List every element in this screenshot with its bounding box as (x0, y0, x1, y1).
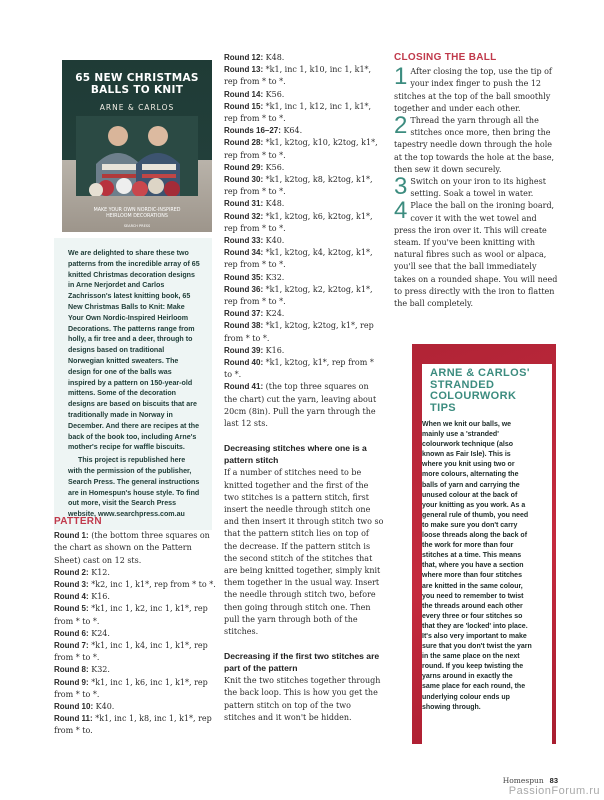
round-row (224, 247, 384, 271)
round-label: Round 6: (54, 628, 89, 638)
book-title-line-2: BALLS TO KNIT (90, 84, 184, 96)
intro-box (54, 238, 212, 530)
round-label: Round 39: (224, 345, 264, 355)
step-text: After closing the top, use the tip of your index finger to push the 12 stitches at the top of the ball smoothly together and under each other. (394, 67, 552, 113)
closing-step (394, 112, 558, 176)
round-row (54, 567, 216, 579)
round-label: Rounds 16–27: (224, 126, 281, 136)
round-label: Round 41: (224, 382, 264, 392)
tips-title-line-1: ARNE & CARLOS' (430, 367, 530, 379)
round-row (54, 603, 216, 627)
round-row (224, 101, 384, 125)
first-two-heading: Decreasing if the first two stitches are part of the pattern (224, 651, 380, 674)
watermark: PassionForum.ru (508, 785, 600, 797)
intro-paragraph-2 (68, 455, 200, 520)
round-instruction: *k1, k2tog, k2, k2tog, k1*, rep from * to *. (224, 284, 373, 307)
round-instruction: *k1, inc 1, k8, inc 1, k1*, rep from * to. (54, 714, 212, 736)
round-row (54, 591, 216, 603)
round-instruction: *k1, k2tog, k4, k2tog, k1*, rep from * to *. (224, 248, 373, 270)
round-row (54, 664, 216, 676)
round-row (224, 345, 384, 357)
round-instruction: *k1, inc 1, k4, inc 1, k1*, rep from * to *. (54, 641, 208, 663)
round-instruction: K24. (263, 309, 285, 319)
round-label: Round 31: (224, 199, 264, 209)
round-row (54, 677, 216, 701)
round-instruction: *k1, k2tog, k8, k2tog, k1*, rep from * to *. (224, 175, 373, 197)
round-row (224, 52, 384, 64)
round-instruction: K12. (88, 567, 110, 577)
round-label: Round 2: (54, 567, 89, 577)
round-instruction: *k1, inc 1, k6, inc 1, k1*, rep from * to *. (54, 677, 208, 699)
first-two-text: Knit the two stitches together through the back loop. This is how you get the pattern stitch on top of the two stitches and it won't be hidden. (224, 676, 381, 722)
round-label: Round 35: (224, 272, 264, 282)
round-label: Round 9: (54, 677, 89, 687)
round-row (224, 272, 384, 284)
round-row (224, 89, 384, 101)
closing-steps (394, 63, 558, 310)
round-instruction: K40. (263, 236, 285, 246)
round-label: Round 3: (54, 580, 89, 590)
round-label: Round 11: (54, 714, 93, 724)
book-cover-subtitle (66, 208, 208, 220)
round-row (224, 198, 384, 210)
closing-step (394, 173, 558, 201)
round-label: Round 29: (224, 162, 264, 172)
round-row (224, 64, 384, 88)
pattern-heading: PATTERN (54, 516, 102, 527)
book-cover-title (62, 72, 212, 96)
step-number: 2 (394, 112, 408, 140)
round-label: Round 12: (224, 53, 264, 62)
round-row (224, 235, 384, 247)
round-instruction: *k1, inc 1, k10, inc 1, k1*, rep from * to *. (224, 65, 372, 87)
round-label: Round 40: (224, 358, 264, 368)
closing-step (394, 197, 558, 310)
round-instruction: *k1, inc 1, k2, inc 1, k1*, rep from * to *. (54, 604, 208, 626)
round-row (224, 137, 384, 161)
decrease-heading: Decreasing stitches where one is a pattern stitch (224, 443, 367, 466)
round-label: Round 36: (224, 284, 264, 294)
page-footer (503, 776, 558, 785)
round-label: Round 14: (224, 89, 264, 99)
step-text: Place the ball on the ironing board, cover it with the wet towel and press the iron over it. This will create steam. If you've been knitting with natural fibres such as wool or alpaca, you'll see that the ball immediately takes on a rounded shape. You will need to press directly with the iron to flatten the ball completely. (394, 201, 558, 309)
round-label: Round 34: (224, 248, 264, 258)
round-row (54, 713, 216, 737)
round-row (224, 162, 384, 174)
round-row (224, 381, 384, 430)
book-publisher: SEARCH PRESS (123, 224, 151, 228)
step-number: 1 (394, 63, 408, 91)
round-row (54, 530, 216, 567)
round-instruction: (the top three squares on the chart) cut the yarn, leaving about 20cm (8in). Pull the yarn through the last 12 sts. (224, 382, 377, 429)
round-row (224, 174, 384, 198)
round-label: Round 5: (54, 604, 89, 614)
round-instruction: *k1, k2tog, k10, k2tog, k1*, rep from * to *. (224, 138, 378, 160)
round-row (224, 320, 384, 344)
page-number: 83 (549, 776, 558, 785)
round-instruction: *k2, inc 1, k1*, rep from * to *. (88, 580, 216, 590)
round-instruction: *k1, k2tog, k2tog, k1*, rep from * to *. (224, 321, 374, 343)
closing-step (394, 63, 558, 115)
closing-heading: CLOSING THE BALL (394, 52, 497, 63)
round-instruction: K32. (88, 665, 110, 675)
book-cover-image (62, 60, 212, 232)
tips-title-line-4: TIPS (430, 401, 457, 414)
book-subtitle-line-1: MAKE YOUR OWN NORDIC-INSPIRED (93, 208, 181, 213)
round-label: Round 37: (224, 309, 264, 319)
round-label: Round 30: (224, 175, 264, 185)
round-row (224, 125, 384, 137)
round-instruction: K56. (263, 162, 285, 172)
round-row (224, 284, 384, 308)
step-number: 4 (394, 197, 408, 225)
round-row (224, 357, 384, 381)
round-row (54, 701, 216, 713)
round-row (54, 628, 216, 640)
round-instruction: K64. (280, 126, 303, 136)
intro-paragraph-1: We are delighted to share these two patterns from the incredible array of 65 knitted Christmas decoration designs in Arne Nerjordet and Carlos Zachrisson's latest knitting book, 65 New Christmas Balls to Knit: Make Your Own Nordic-Inspired Heirloom Decorations. The patterns range from holly, a fir tree and a deer, through to designs based on traditional Norwegian knitted sweaters. The design for one of the balls was inspired by a pattern on 150-year-old mittens. Some of the decoration designs are based on biscuits that are traditionally made in Norway in December. And there are recipes at the back of the book too, including Arne's mother's recipe for waffle biscuits. (68, 249, 200, 452)
pattern-round-list (54, 530, 216, 737)
decrease-text: If a number of stitches need to be knitted together and the first of the two stitches is a pattern stitch, first insert the needle through stitch one and then insert it through stitch two so that the pattern stitch lies on top of the decrease. If the pattern stitch is the second stitch of the stitches that are being knitted together, simply knit them together in the usual way. Insert the needle through stitch two, before then going through stitch one. Then pull the yarn through both of the stitches. (224, 468, 384, 636)
round-label: Round 1: (54, 531, 89, 541)
round-instruction: K56. (263, 89, 285, 99)
round-instruction: K48. (263, 53, 285, 62)
round-label: Round 33: (224, 236, 264, 246)
step-text: Thread the yarn through all the stitches once more, then bring the tapestry needle down through the hole at the top towards the hole at the base, then sew it down securely. (394, 116, 555, 174)
round-label: Round 8: (54, 665, 89, 675)
round-label: Round 4: (54, 592, 89, 602)
round-row (54, 579, 216, 591)
tips-body: When we knit our balls, we mainly use a 'stranded' colourwork technique (also known as Fair Isle). This is where you knit using two or more colours, alternating the balls of yarn and carrying the unused colour at the back of your knitting as you work. As a general rule of thumb, you need to make sure you don't carry loose threads along the back of the work for more than four stitches at a time. This means that, where you have a section where more than four stitches are knitted in the same colour, you need to remember to twist the threads around each other every three or four stitches so that they are 'locked' into place. It's also very important to make sure that you don't twist the yarn in the same place on the next round. If you keep twisting the yarns around in exactly the same place for each round, the underlying colour ends up showing through. (422, 421, 532, 711)
search-press-link[interactable]: www.searchpress.com.au (97, 510, 185, 519)
tips-title (422, 364, 552, 416)
book-authors: ARNE & CARLOS (99, 103, 175, 112)
book-subtitle-line-2: HEIRLOOM DECORATIONS (106, 214, 168, 219)
round-instruction: K24. (88, 628, 110, 638)
round-instruction: K16. (263, 345, 285, 355)
round-instruction: K48. (263, 199, 285, 209)
authors-photo-illustration (76, 116, 198, 196)
round-label: Round 32: (224, 211, 264, 221)
round-label: Round 38: (224, 321, 264, 331)
step-text: Switch on your iron to its highest setting. Soak a towel in water. (410, 177, 546, 199)
round-row (54, 640, 216, 664)
round-instruction: K32. (263, 272, 285, 282)
intro-paragraph-2-text: This project is republished here with the permission of the publisher, Search Press. The general instructions are in Homespun's house style. To find out more, visit the Search Press website, (68, 456, 200, 519)
step-number: 3 (394, 173, 408, 201)
round-label: Round 10: (54, 702, 94, 712)
round-instruction: K40. (93, 702, 115, 712)
round-row (224, 308, 384, 320)
round-row (224, 211, 384, 235)
right-column (394, 52, 558, 310)
round-instruction: *k1, k2tog, k1*, rep from * to *. (224, 358, 374, 380)
round-instruction: (the bottom three squares on the chart as shown on the Pattern Sheet) cast on 12 sts. (54, 531, 210, 565)
round-label: Round 15: (224, 101, 264, 111)
round-instruction: *k1, inc 1, k12, inc 1, k1*, rep from * to *. (224, 101, 372, 124)
round-instruction: *k1, k2tog, k6, k2tog, k1*, rep from * to *. (224, 211, 373, 233)
round-label: Round 13: (224, 65, 264, 75)
round-list (224, 52, 384, 430)
pattern-section (54, 516, 216, 738)
left-column (54, 60, 212, 530)
book-title-line-1: 65 NEW CHRISTMAS (75, 72, 199, 84)
round-instruction: K16. (88, 592, 110, 602)
middle-column (224, 52, 384, 724)
tips-title-line-2: STRANDED (430, 378, 495, 391)
round-label: Round 28: (224, 138, 264, 148)
tips-title-line-3: COLOURWORK (430, 390, 517, 402)
round-label: Round 7: (54, 641, 89, 651)
magazine-name: Homespun (502, 776, 544, 785)
